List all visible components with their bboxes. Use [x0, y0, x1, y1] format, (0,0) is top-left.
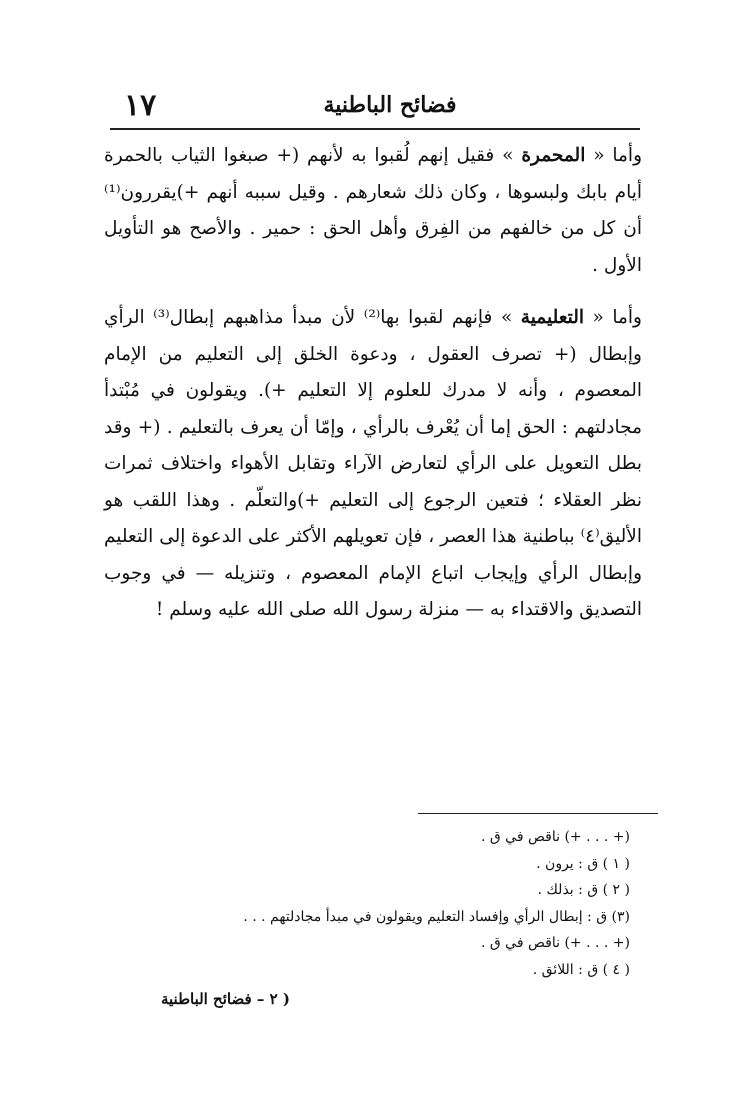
footnote-2: ( ٢ ) ق : بذلك .: [537, 882, 630, 898]
footnote-4: ( ٤ ) ق : اللائق .: [532, 961, 630, 978]
page-header: [110, 86, 640, 132]
signature-mark: ( ٢ – فضائح الباطنية: [160, 990, 290, 1008]
footnotes: [180, 824, 630, 983]
footnote-3: (٣) ق : إبطال الرأي وإفساد التعليم ويقولون في مبدأ مجادلتهم . . .: [243, 908, 630, 925]
paragraph-text: » فإنهم لقبوا بها⁽²⁾ لأن مبدأ مذاهبهم إبطال⁽³⁾ الرأي وإبطال (+ تصرف العقول ، ودعوة الخلق إلى التعليم من الإمام المعصوم ، وأنه لا مدرك للعلوم إلا التعليم +). ويقولون في مُبْتدأ مجادلتهم : الحق إما أن يُعْرف بالرأي ، وإمّا أن يعرف بالتعليم . (+ وقد بطل التعويل على الرأي لتعارض الآراء وتقابل الأهواء واختلاف ثمرات نظر العقلاء ؛ فتعين الرجوع إلى التعليم +)والتعلّم . وهذا اللقب هو الأليق⁽٤⁾ بباطنية هذا العصر ، فإن تعويلهم الأكثر على الدعوة إلى التعليم وإبطال الرأي وإيجاب اتباع الإمام المعصوم ، وتنزيله — في وجوب التصديق والاقتداء به — منزلة رسول الله صلى الله عليه وسلم !: [104, 307, 642, 620]
footnote-rule: [418, 813, 658, 814]
running-title: فضائح الباطنية: [323, 92, 457, 118]
footnote-missing-2: (+ . . . +) ناقص في ق .: [480, 935, 630, 951]
paragraph-muhammira: [104, 138, 642, 284]
footnote-1: ( ١ ) ق : يرون .: [536, 855, 630, 872]
paragraph-lead: وأما «: [583, 307, 642, 328]
page-number: ١٧: [124, 88, 157, 123]
header-rule: [110, 128, 640, 130]
body-text: [104, 138, 642, 629]
sect-name-talimiyya: التعليمية: [520, 307, 584, 328]
paragraph-talimiyya: [104, 300, 642, 629]
paragraph-text: » فقيل إنهم لُقبوا به لأنهم (+ صبغوا الثياب بالحمرة أيام بابك ولبسوها ، وكان ذلك شعارهم . وقيل سببه أنهم +)يقررون⁽¹⁾ أن كل من خالفهم من الفِرق وأهل الحق : حمير . والأصح هو التأويل الأول .: [104, 145, 642, 276]
sect-name-muhammira: المحمرة: [521, 145, 586, 166]
footnote-missing-1: (+ . . . +) ناقص في ق .: [480, 829, 630, 845]
paragraph-lead: وأما «: [585, 145, 643, 166]
